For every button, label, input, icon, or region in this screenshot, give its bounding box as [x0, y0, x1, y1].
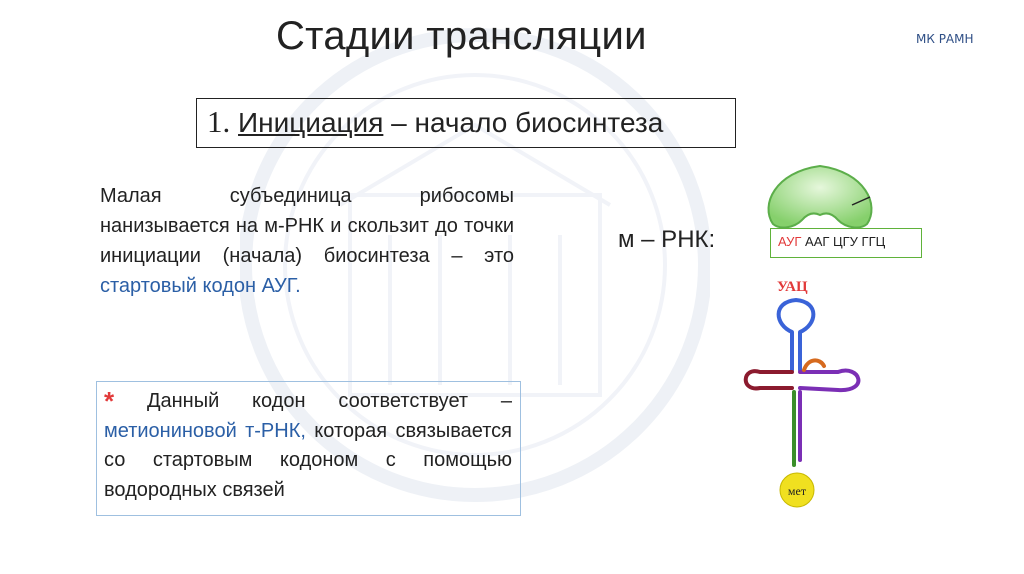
ribosome-trna-diagram [720, 160, 920, 530]
note-text-start: Данный кодон соответствует – [146, 390, 512, 412]
page-title: Стадии трансляции [276, 14, 647, 58]
small-ribosome-subunit-icon [768, 166, 871, 227]
amino-acid-label: мет [787, 484, 807, 498]
stage-heading-box [196, 98, 736, 148]
start-codon: АУГ [778, 234, 802, 249]
trna-right-arm [800, 371, 858, 391]
organization-label: МК РАМН [916, 32, 974, 46]
initiation-paragraph [100, 181, 514, 301]
codon-sequence-rest: ААГ ЦГУ ГГЦ [801, 234, 886, 249]
stage-description: – начало биосинтеза [383, 107, 664, 138]
asterisk-icon: * [104, 386, 115, 416]
trna-variable-loop [804, 360, 824, 370]
paragraph-text: Малая субъединица рибосомы нанизывается на м-РНК и скользит до точки инициации (начала) биосинтеза – это [100, 185, 514, 267]
note-text-end: которая связывается со стартовым кодоном с помощью водородных связей [104, 419, 512, 501]
trna-anticodon-loop [779, 300, 814, 370]
trna-left-arm [746, 371, 792, 388]
stage-number: 1. [207, 104, 231, 139]
mrna-label: м – РНК: [618, 226, 716, 253]
note-box [96, 381, 521, 516]
stage-name: Инициация [238, 107, 384, 138]
methionine-trna-term: метиониновой т-РНК, [104, 419, 306, 442]
anticodon-label: УАЦ [777, 279, 808, 295]
start-codon-term: стартовый кодон АУГ. [100, 275, 301, 297]
